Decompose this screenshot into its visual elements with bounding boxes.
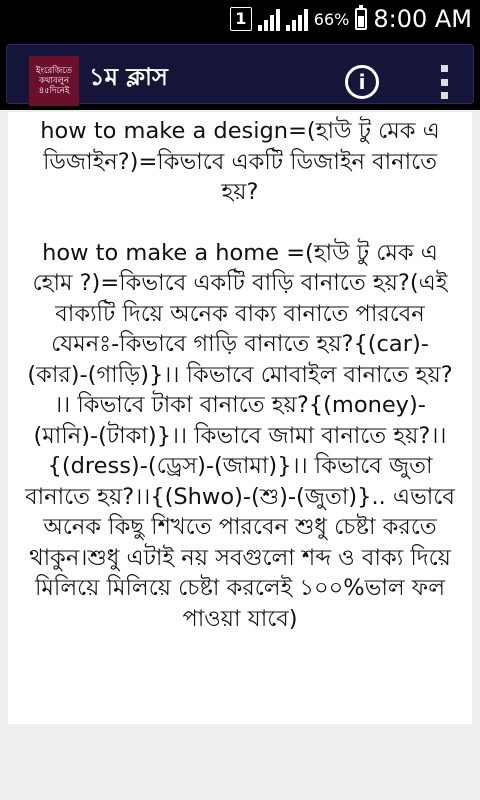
overflow-menu-icon[interactable]	[439, 65, 449, 99]
lesson-paragraph: how to make a design=(হাউ টু মেক এ ডিজাইন?)=কিভাবে একটি ডিজাইন বানাতে হয়?	[40, 118, 440, 205]
info-icon[interactable]: i	[345, 65, 379, 99]
battery-percent: 66%	[313, 9, 350, 29]
battery-icon	[355, 8, 367, 30]
app-logo	[29, 56, 79, 106]
app-logo-line: ৪৫দিনেই	[38, 86, 70, 96]
lesson-paragraph: how to make a home =(হাউ টু মেক এ হোম ?)=কিভাবে একটি বাড়ি বানাতে হয়?(এই বাক্যটি দিয়ে অনেক বাক্য বানাতে পারবেন যেমনঃ-কিভাবে গাড়ি বানাতে হয়?{(car)-(কার)-(গাড়ি)}।। কিভাবে মোবাইল বানাতে হয়? ।। কিভাবে টাকা বানাতে হয়?{(money)-(মানি)-(টাকা)}।। কিভাবে জামা বানাতে হয়?।।{(dress)-(ড্রেস)-(জামা)}।। কিভাবে জুতা বানাতে হয়?।।{(Shwo)-(শু)-(জুতা)}.. এভাবে অনেক কিছু শিখতে পারবেন শুধু চেষ্টা করতে থাকুন।শুধু এটাই নয় সবগুলো শব্দ ও বাক্য দিয়ে মিলিয়ে মিলিয়ে চেষ্টা করলেই ১০০%ভাল ফল পাওয়া যাবে)	[25, 239, 455, 632]
app-bar	[0, 38, 480, 110]
sim-icon: 1	[230, 7, 252, 31]
status-bar	[0, 0, 480, 38]
signal-icon-2	[286, 7, 308, 31]
page-title: ১ম ক্লাস	[89, 63, 168, 91]
app-logo-line: ইংরেজিতে	[35, 66, 72, 76]
status-icons	[230, 0, 472, 38]
app-bar-panel	[6, 44, 474, 104]
lesson-content	[8, 112, 472, 724]
app-logo-line: কথাবলুন	[38, 76, 70, 86]
clock: 8:00 AM	[373, 5, 472, 33]
signal-icon-1	[258, 7, 280, 31]
